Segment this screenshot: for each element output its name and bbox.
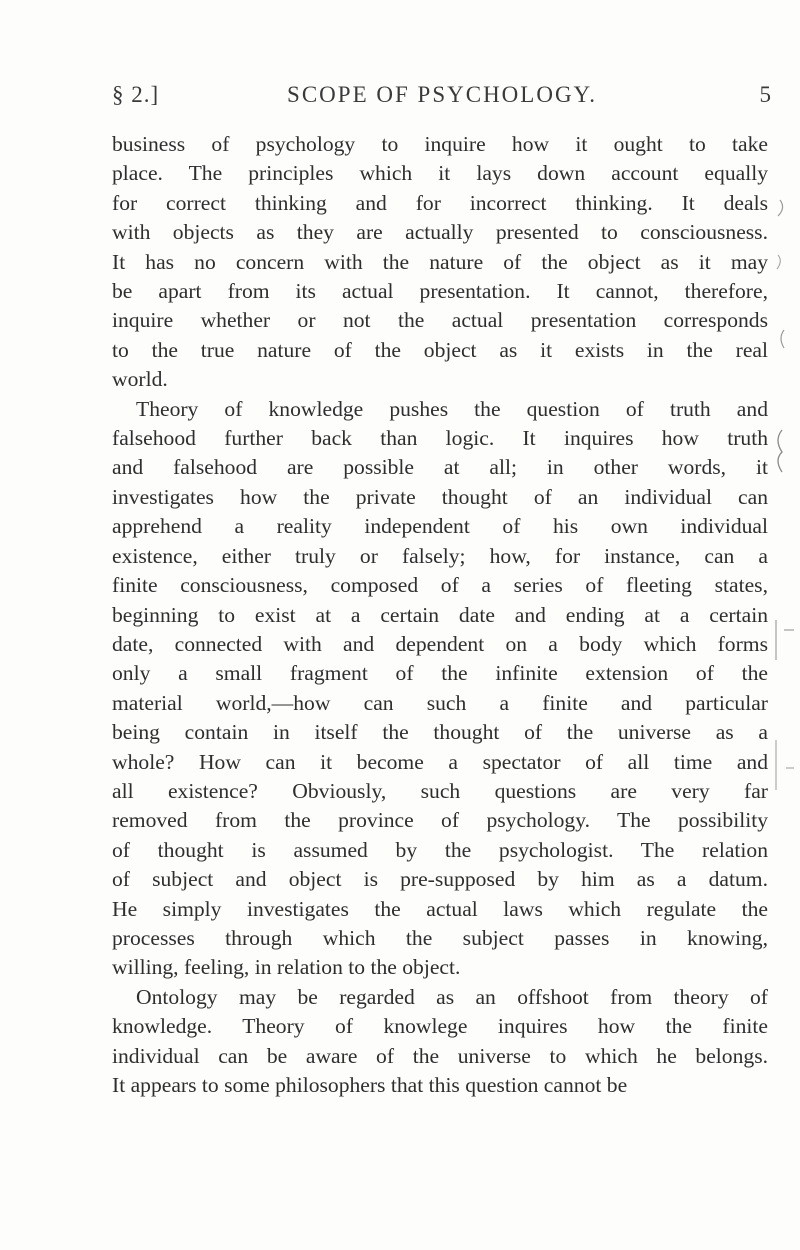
- text-line: It has no concern with the nature of the object as it may: [112, 249, 768, 274]
- text-line: Ontology may be regarded as an offshoot from theory of: [136, 984, 768, 1009]
- text-line: willing, feeling, in relation to the object.: [112, 955, 461, 980]
- text-line: be apart from its actual presentation. It cannot, therefore,: [112, 279, 768, 304]
- text-line: apprehend a reality independent of his own individual: [112, 514, 768, 539]
- text-line: and falsehood are possible at all; in other words, it: [112, 455, 768, 480]
- running-head: [112, 82, 772, 116]
- paragraph: [112, 395, 768, 983]
- text-line: only a small fragment of the infinite extension of the: [112, 661, 768, 686]
- text-line: knowledge. Theory of knowlege inquires how the finite: [112, 1014, 768, 1039]
- text-line: to the true nature of the object as it exists in the real: [112, 337, 768, 362]
- text-line: place. The principles which it lays down account equally: [112, 161, 768, 186]
- text-line: for correct thinking and for incorrect thinking. It deals: [112, 190, 768, 215]
- text-line: business of psychology to inquire how it ought to take: [112, 132, 768, 156]
- text-line: removed from the province of psychology. The possibility: [112, 808, 768, 833]
- text-line: material world,—how can such a finite and particular: [112, 690, 768, 715]
- text-line: falsehood further back than logic. It inquires how truth: [112, 426, 768, 451]
- text-line: beginning to exist at a certain date and ending at a certain: [112, 602, 768, 627]
- text-line: investigates how the private thought of an individual can: [112, 484, 768, 509]
- text-line: with objects as they are actually presented to consciousness.: [112, 220, 768, 245]
- text-line: It appears to some philosophers that this question cannot be: [112, 1073, 628, 1097]
- text-line: being contain in itself the thought of the universe as a: [112, 720, 768, 745]
- text-line: Theory of knowledge pushes the question of truth and: [136, 396, 768, 421]
- text-line: of thought is assumed by the psychologist. The relation: [112, 837, 768, 862]
- text-line: processes through which the subject passes in knowing,: [112, 925, 768, 950]
- text-line: of subject and object is pre-supposed by him as a datum.: [112, 867, 768, 892]
- text-line: whole? How can it become a spectator of all time and: [112, 749, 768, 774]
- text-line: all existence? Obviously, such questions are very far: [112, 778, 768, 803]
- text-line: world.: [112, 367, 168, 392]
- text-line: individual can be aware of the universe to which he belongs.: [112, 1043, 768, 1068]
- paragraph: [112, 130, 768, 395]
- text-line: finite consciousness, composed of a series of fleeting states,: [112, 573, 768, 598]
- paragraph: [112, 983, 768, 1101]
- margin-scribble-icon: [772, 170, 796, 970]
- text-line: date, connected with and dependent on a body which forms: [112, 631, 768, 656]
- text-line: existence, either truly or falsely; how, for instance, can a: [112, 543, 768, 568]
- page-number: 5: [759, 82, 772, 107]
- text-line: inquire whether or not the actual presentation corresponds: [112, 308, 768, 333]
- body-text: [112, 130, 768, 1100]
- section-number: § 2.]: [112, 82, 160, 107]
- page-title: SCOPE OF PSYCHOLOGY.: [287, 82, 597, 107]
- margin-ink-marks: [772, 170, 796, 970]
- text-line: He simply investigates the actual laws which regulate the: [112, 896, 768, 921]
